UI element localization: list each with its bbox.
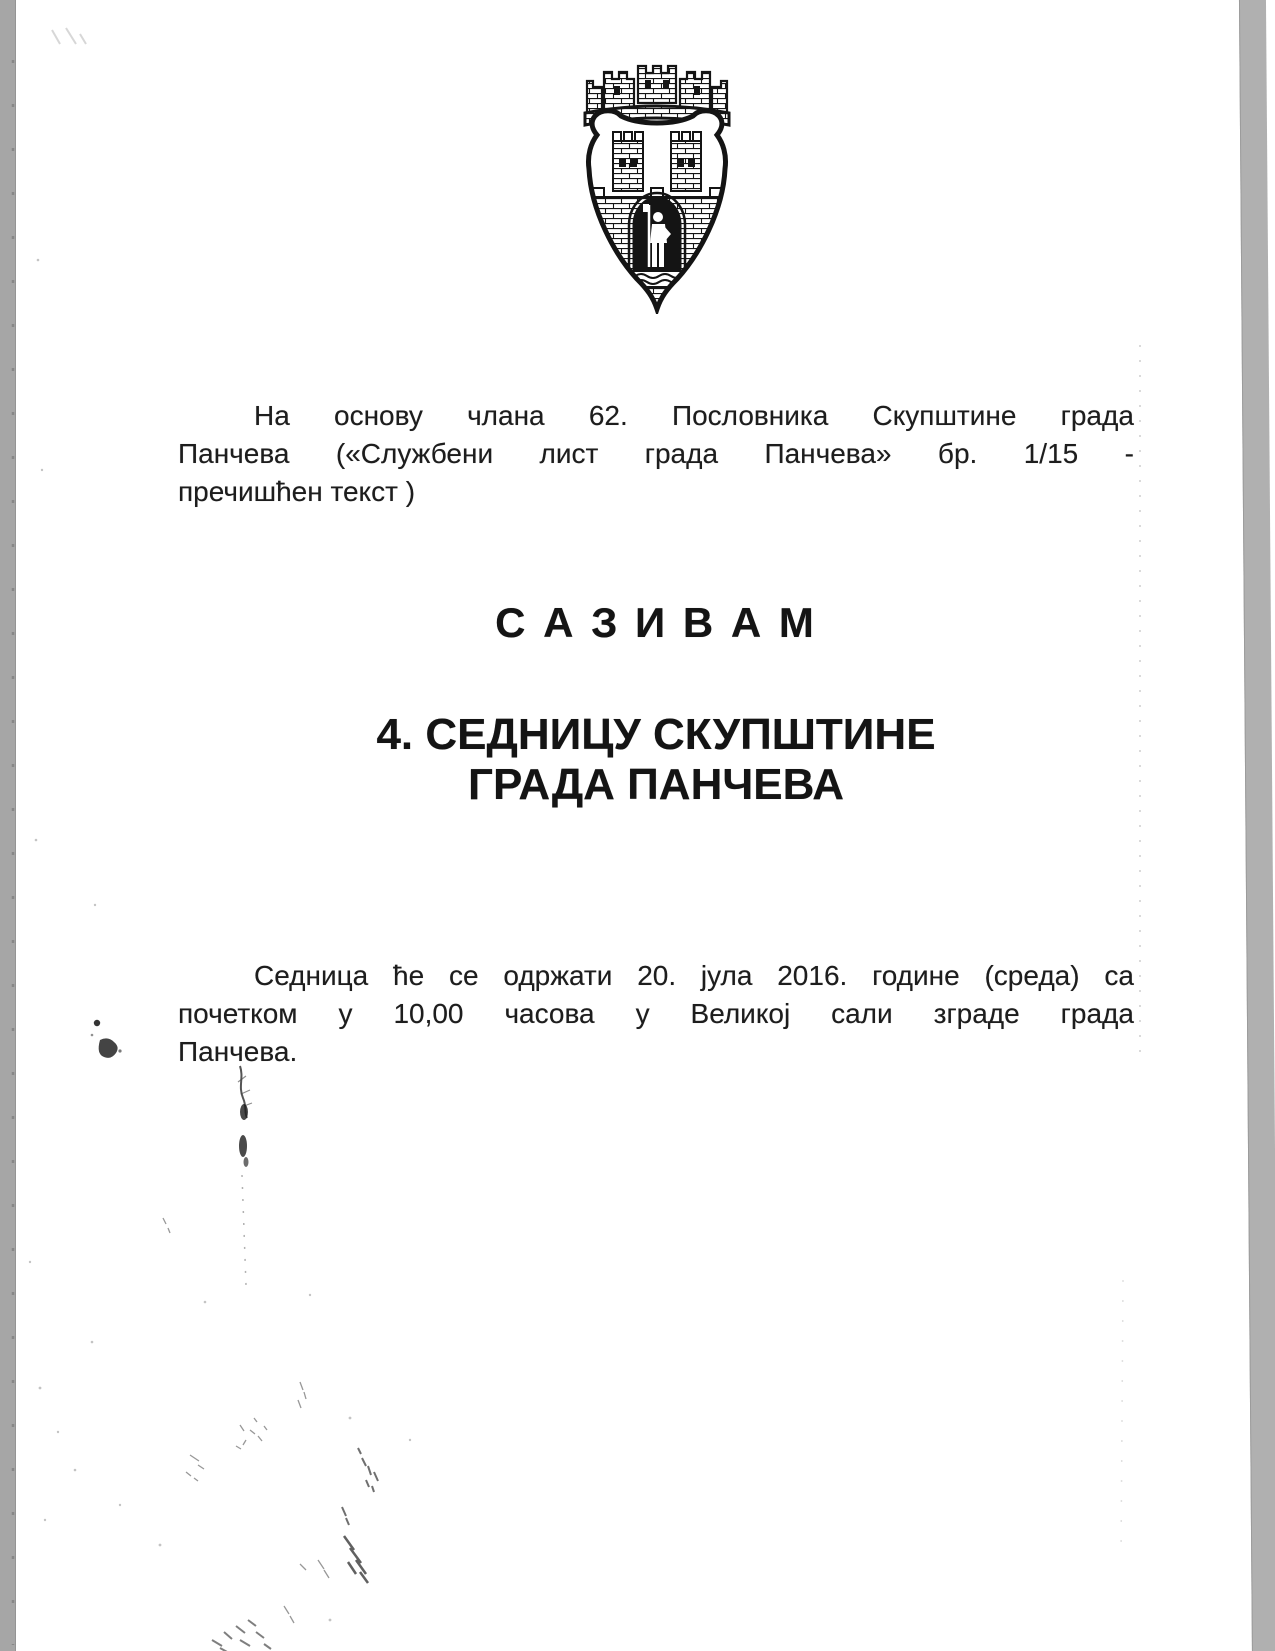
intro-paragraph xyxy=(178,397,1134,511)
session-heading-line1: 4. СЕДНИЦУ СКУПШТИНЕ xyxy=(376,710,936,759)
pancevo-coat-of-arms-icon xyxy=(577,62,737,314)
session-heading xyxy=(178,710,1134,810)
text-line: Панчева. xyxy=(178,1036,298,1067)
text-line: На основу члана 62. Пословника Скупштине града xyxy=(254,400,1134,431)
session-info-paragraph xyxy=(178,957,1134,1071)
text-line: почетком у 10,00 часова у Великој сали зграде града xyxy=(178,998,1134,1029)
scanner-edge-band-left xyxy=(0,0,16,1651)
text-line: Панчева («Службени лист града Панчева» бр. 1/15 - xyxy=(178,438,1134,469)
text-line: пречишћен текст ) xyxy=(178,476,416,507)
scanner-edge-band-right xyxy=(1239,0,1275,1651)
proclaim-heading: С А З И В А М xyxy=(495,599,817,646)
text-line: Седница ће се одржати 20. јула 2016. године (среда) са xyxy=(254,960,1134,991)
session-heading-line2: ГРАДА ПАНЧЕВА xyxy=(468,760,844,809)
